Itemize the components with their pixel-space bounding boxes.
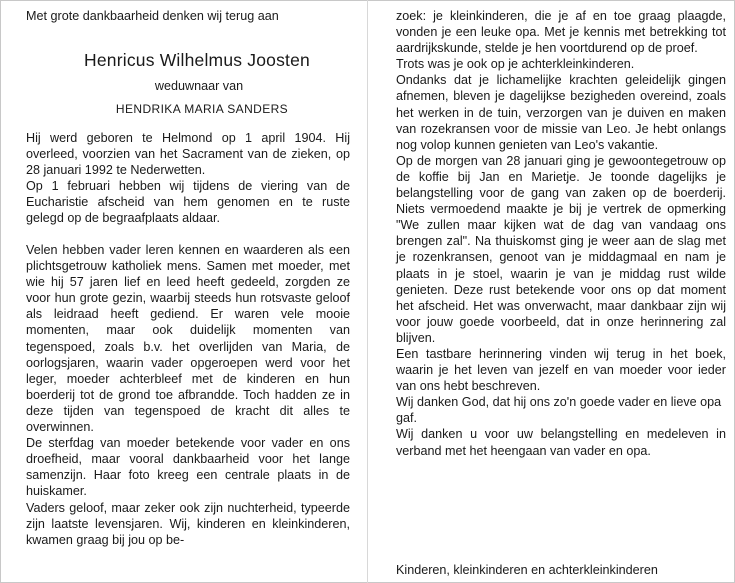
memories-block (26, 242, 350, 548)
deceased-name: Henricus Wilhelmus Joosten (84, 50, 310, 70)
signoff: Kinderen, kleinkinderen en achterkleinkinderen (396, 563, 658, 577)
widower-of-label: weduwnaar van (154, 79, 244, 93)
bio-block (26, 130, 350, 227)
right-column (396, 8, 726, 577)
card-fold (367, 0, 368, 583)
memory-paragraph: Een tastbare herinnering vinden wij terug in het boek, waarin je het leven van jezelf en van moeder voor ieder van ons hebt beschreven. (396, 346, 726, 394)
memory-paragraph: Ondanks dat je lichamelijke krachten geleidelijk gingen afnemen, bleven je dagelijkse bezigheden overeind, zoals het werken in de tuin, verzorgen van je duiven en maken van rozekransen voor de missie van Leo. Je hebt onlangs nog volop kunnen genieten van Leo's vakantie. (396, 73, 726, 152)
thanks-god-paragraph: Wij danken God, dat hij ons zo'n goede vader en lieve opa gaf. (396, 395, 722, 426)
spouse-name: HENDRIKA MARIA SANDERS (115, 102, 289, 116)
bio-paragraph: Op 1 februari hebben wij tijdens de viering van de Eucharistie afscheid van hem genomen en te ruste gelegd op de begraafplaats aldaar. (26, 179, 350, 226)
intro-line: Met grote dankbaarheid denken wij terug aan (26, 9, 279, 23)
memory-paragraph: Velen hebben vader leren kennen en waarderen als een plichtsgetrouw katholiek mens. Samen met moeder, met wie hij 57 jaren lief en leed heeft gedeeld, zorgden ze voor hun grote gezin, waarbij steeds hun rotsvaste geloof als leidraad heeft gediend. Er waren vele mooie momenten, maar ook duidelijk momenten van tegenspoed, zoals b.v. het overlijden van Maria, de oorlogsjaren, waarin vader opgeroepen werd voor het leger, moeder achterbleef met de kinderen en hun boerderij tot de grond toe afbrandde. Toch hadden ze in deze tijden van tegenspoed de kracht dit alles te overwinnen. (26, 243, 350, 435)
memory-paragraph: De sterfdag van moeder betekende voor vader en ons droefheid, maar vooral dankbaarheid voor het lange samenzijn. Haar foto kreeg een centrale plaats in de huiskamer. (26, 436, 350, 499)
memory-paragraph: zoek: je kleinkinderen, die je af en toe graag plaagde, vonden je een leuke opa. Met je kennis met betrekking tot aardrijkskunde, stelde je hen voortdurend op de proef. (396, 9, 726, 56)
bio-paragraph: Hij werd geboren te Helmond op 1 april 1904. Hij overleed, voorzien van het Sacrament van de zieken, op 28 januari 1992 te Nederwetten. (26, 131, 350, 178)
memory-paragraph: Trots was je ook op je achterkleinkinderen. (396, 57, 635, 72)
memory-paragraph: Vaders geloof, maar zeker ook zijn nuchterheid, typeerde zijn laatste levensjaren. Wij, kinderen en kleinkinderen, kwamen graag bij jou op be- (26, 500, 350, 547)
thanks-reader-paragraph: Wij danken u voor uw belangstelling en medeleven in verband met het heengaan van vader en opa. (396, 427, 726, 458)
memory-paragraph: Op de morgen van 28 januari ging je gewoontegetrouw op de koffie bij Jan en Marietje. Je toonde dagelijks je belangstelling voor de gang van zaken op de boerderij. Niets vermoedend maakte je bij je vertrek de opmerking "We zullen maar kijken wat de dag van vandaag ons brengen zal". Na thuiskomst ging je weer aan de slag met je rozenkransen, genoot van je middagmaal en nam je plaats in je stoel, waarin je van je middag rust wilde genieten. Deze rust betekende voor ons op dat moment het afscheid. Het was onverwacht, maar dankbaar zijn wij voor jouw goede voorbeeld, dat in onze herinnering zal blijven. (396, 153, 726, 345)
